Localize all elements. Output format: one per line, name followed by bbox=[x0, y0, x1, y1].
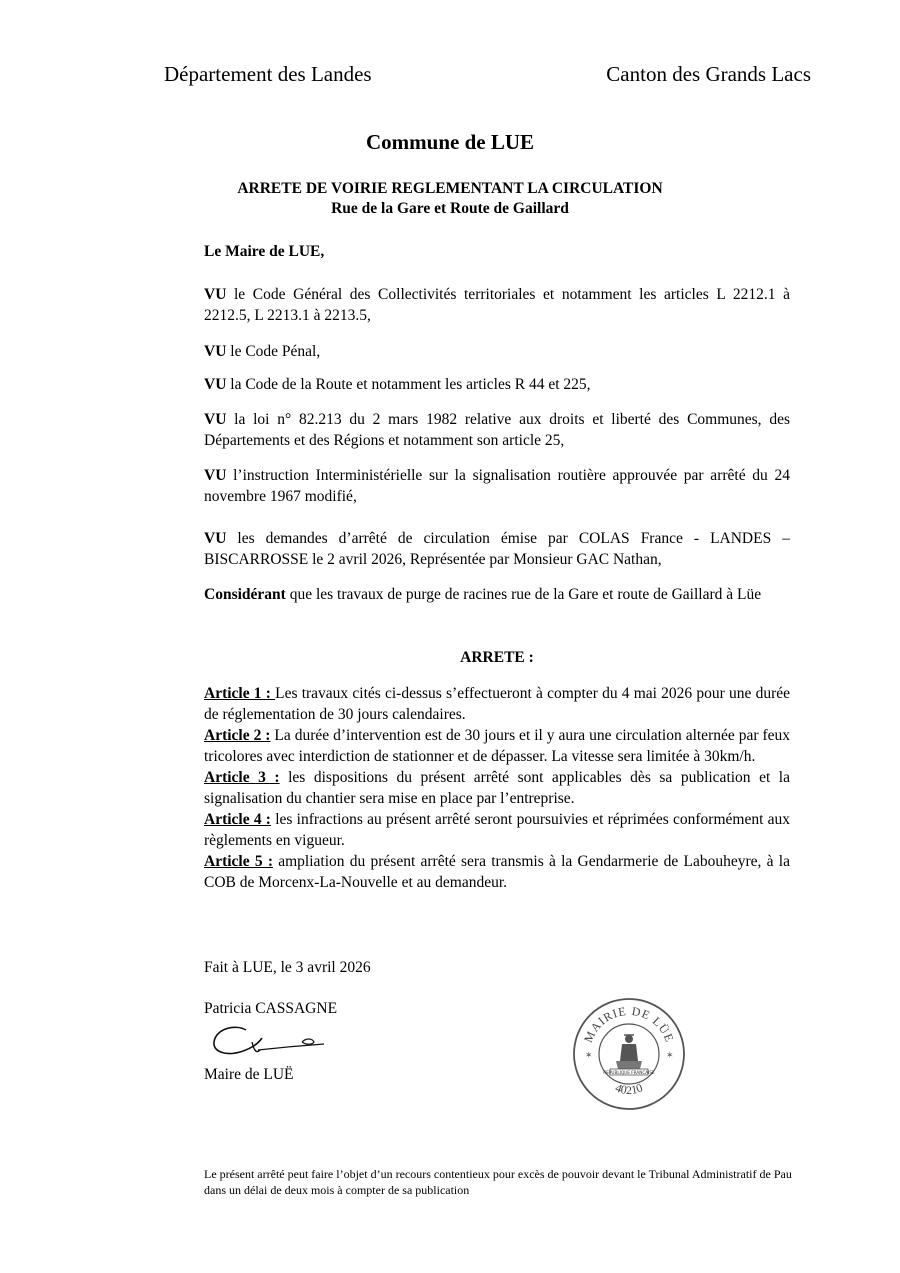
consideration-text: la loi n° 82.213 du 2 mars 1982 relative aux droits et liberté des Communes, des Départements et des Régions et notamment son article 25, bbox=[204, 411, 790, 449]
article-text: les infractions au présent arrêté seront poursuivies et réprimées conformément aux règlements en vigueur. bbox=[204, 811, 790, 849]
consideration-keyword: VU bbox=[204, 376, 227, 393]
arrete-heading: ARRETE : bbox=[460, 649, 534, 666]
article-label: Article 5 : bbox=[204, 853, 273, 870]
consideration-text: le Code Pénal, bbox=[226, 343, 321, 360]
articles-block bbox=[204, 683, 790, 893]
page-title: Commune de LUE bbox=[365, 130, 534, 154]
consideration-item bbox=[204, 409, 790, 451]
handwritten-signature bbox=[206, 1020, 336, 1062]
stamp-postcode: 40210 bbox=[613, 1080, 645, 1097]
decree-streets: Rue de la Gare et Route de Gaillard bbox=[331, 200, 569, 217]
appeal-notice: Le présent arrêté peut faire l’objet d’un recours contentieux pour excès de pouvoir devant le Tribunal Administratif de Pau dans un délai de deux mois à compter de sa publication bbox=[204, 1167, 792, 1197]
consideration-keyword: VU bbox=[204, 343, 227, 360]
article-item bbox=[204, 725, 790, 767]
consideration-keyword: VU bbox=[204, 530, 227, 547]
consideration-item bbox=[204, 374, 790, 395]
consideration-text: la Code de la Route et notamment les articles R 44 et 225, bbox=[226, 376, 591, 393]
place-date: Fait à LUE, le 3 avril 2026 bbox=[204, 959, 371, 976]
mairie-stamp bbox=[570, 995, 688, 1113]
article-item bbox=[204, 809, 790, 851]
article-label: Article 2 : bbox=[204, 727, 271, 744]
consideration-item bbox=[204, 584, 790, 605]
consideration-keyword: VU bbox=[204, 411, 227, 428]
consideration-item bbox=[204, 465, 790, 507]
consideration-keyword: Considérant bbox=[204, 586, 286, 603]
consideration-text: l’instruction Interministérielle sur la signalisation routière approuvée par arrêté du 24 novembre 1967 modifié, bbox=[204, 467, 790, 505]
decree-type: ARRETE DE VOIRIE REGLEMENTANT LA CIRCULATION bbox=[237, 180, 663, 197]
signatory-name: Patricia CASSAGNE bbox=[204, 1000, 338, 1017]
svg-text:40210 bbox=[613, 1080, 644, 1097]
article-text: La durée d’intervention est de 30 jours et il y aura une circulation alternée par feux tricolores avec interdiction de stationner et de dépasser. La vitesse sera limitée à 30km/h. bbox=[204, 727, 790, 765]
signatory-role: Maire de LUË bbox=[204, 1066, 294, 1083]
consideration-text: le Code Général des Collectivités territoriales et notamment les articles L 2212.1 à 2212.5, L 2213.1 à 2213.5, bbox=[204, 286, 790, 324]
article-text: les dispositions du présent arrêté sont applicables dès sa publication et la signalisation du chantier sera mise en place par l’entreprise. bbox=[204, 769, 790, 807]
article-text: Les travaux cités ci-dessus s’effectueront à compter du 4 mai 2026 pour une durée de réglementation de 30 jours calendaires. bbox=[204, 685, 790, 723]
stamp-top-text: MAIRIE DE LÜE bbox=[580, 1003, 677, 1045]
mayor-intro: Le Maire de LUE, bbox=[204, 243, 325, 260]
svg-text:✶: ✶ bbox=[585, 1051, 593, 1061]
canton-name: Canton des Grands Lacs bbox=[606, 62, 811, 86]
consideration-text: les demandes d’arrêté de circulation émise par COLAS France - LANDES – BISCARROSSE le 2 avril 2026, Représentée par Monsieur GAC Nathan, bbox=[204, 530, 790, 568]
consideration-keyword: VU bbox=[204, 286, 227, 303]
article-item bbox=[204, 851, 790, 893]
consideration-keyword: VU bbox=[204, 467, 227, 484]
department-name: Département des Landes bbox=[164, 62, 372, 86]
article-label: Article 4 : bbox=[204, 811, 271, 828]
consideration-item bbox=[204, 341, 790, 362]
consideration-item bbox=[204, 528, 790, 570]
article-item bbox=[204, 767, 790, 809]
decree-subtitle bbox=[0, 179, 900, 219]
consideration-text: que les travaux de purge de racines rue de la Gare et route de Gaillard à Lüe bbox=[285, 586, 762, 603]
article-text: ampliation du présent arrêté sera transmis à la Gendarmerie de Labouheyre, à la COB de Morcenx-La-Nouvelle et au demandeur. bbox=[204, 853, 790, 891]
article-label: Article 1 : bbox=[204, 685, 276, 702]
article-label: Article 3 : bbox=[204, 769, 280, 786]
svg-text:✶: ✶ bbox=[666, 1051, 674, 1061]
consideration-item bbox=[204, 284, 790, 326]
stamp-banner: REPUBLIQUE FRANCAISE bbox=[603, 1070, 655, 1075]
article-item bbox=[204, 683, 790, 725]
